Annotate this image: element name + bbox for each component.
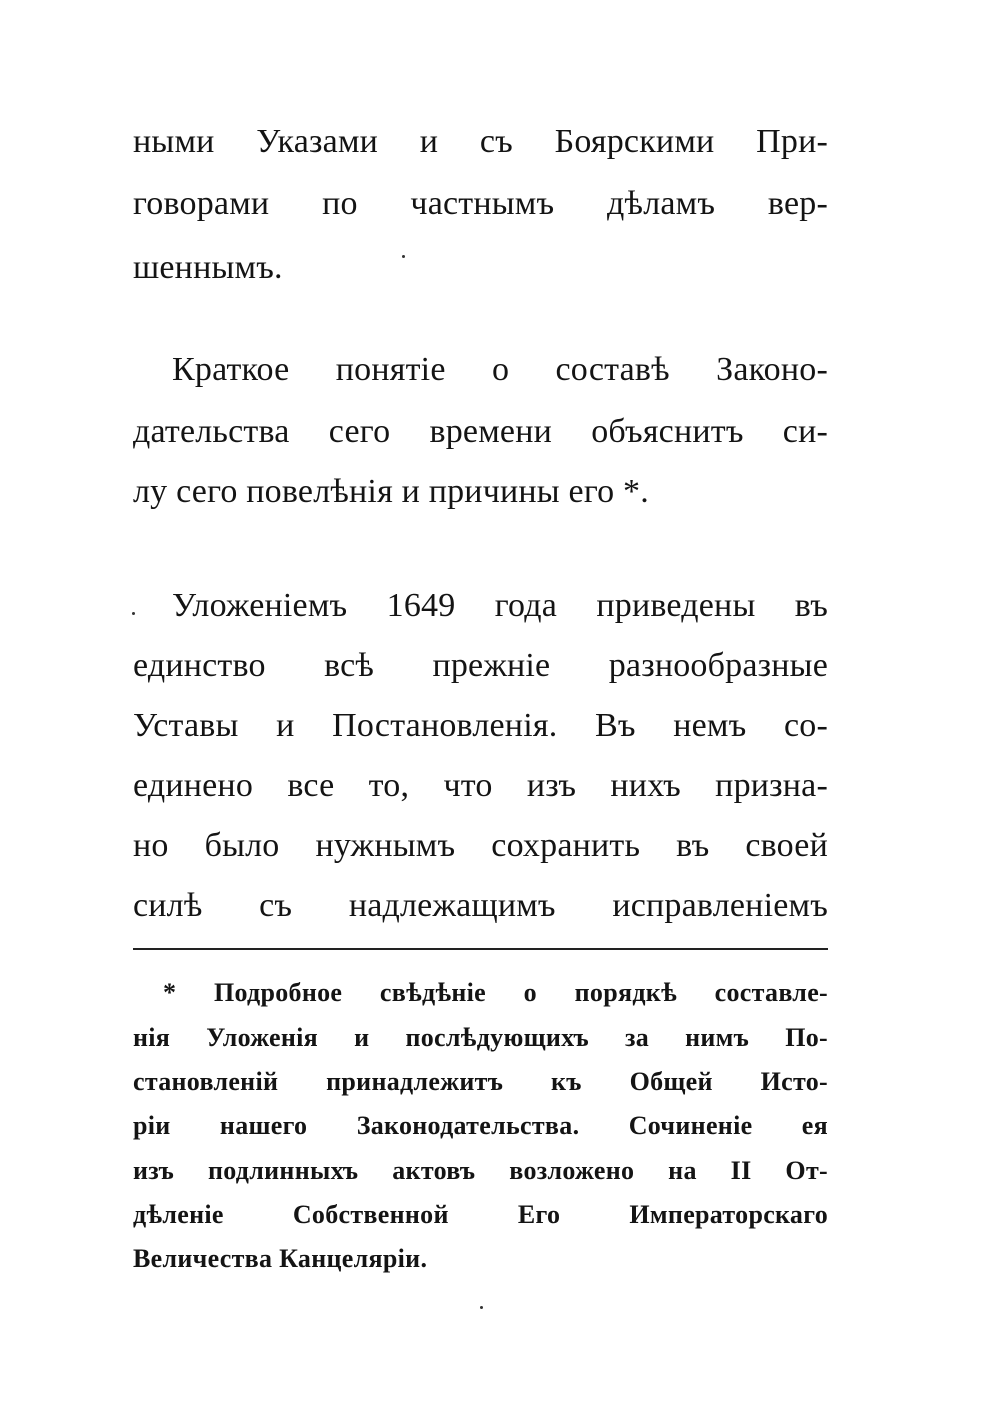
text-line: единено все то, что изъ нихъ призна-: [133, 767, 828, 804]
text-line: Уставы и Постановленія. Въ немъ со-: [133, 707, 828, 744]
text-line: лу сего повелѣнія и причины его *.: [133, 473, 649, 510]
footnote-line: * Подробное свѣдѣніе о порядкѣ составле-: [163, 978, 828, 1007]
text-line: Уложеніемъ 1649 года приведены въ: [172, 587, 828, 624]
footnote-divider: [133, 948, 828, 950]
text-line: шеннымъ.: [133, 249, 283, 286]
text-line: силѣ съ надлежащимъ исправленіемъ: [133, 887, 828, 924]
text-line: ными Указами и съ Боярскими При-: [133, 123, 828, 160]
text-line: но было нужнымъ сохранить въ своей: [133, 827, 828, 864]
footnote-line: ріи нашего Законодательства. Сочиненіе ея: [133, 1111, 828, 1140]
text-line: единство всѣ прежніе разнообразные: [133, 647, 828, 684]
footnote-line: дѣленіе Собственной Его Императорскаго: [133, 1200, 828, 1229]
print-speck: [132, 612, 135, 615]
text-line: говорами по частнымъ дѣламъ вер-: [133, 185, 828, 222]
footnote-line: изъ подлинныхъ актовъ возложено на II От-: [133, 1156, 828, 1185]
text-line: дательства сего времени объяснитъ си-: [133, 413, 828, 450]
print-speck: [402, 255, 405, 258]
footnote-line: Величества Канцеляріи.: [133, 1244, 428, 1273]
footnote-line: нія Уложенія и послѣдующихъ за нимъ По-: [133, 1023, 828, 1052]
text-line: Краткое понятіе о составѣ Законо-: [172, 351, 828, 388]
print-speck: [480, 1306, 483, 1309]
footnote-line: становленій принадлежитъ къ Общей Исто-: [133, 1067, 828, 1096]
